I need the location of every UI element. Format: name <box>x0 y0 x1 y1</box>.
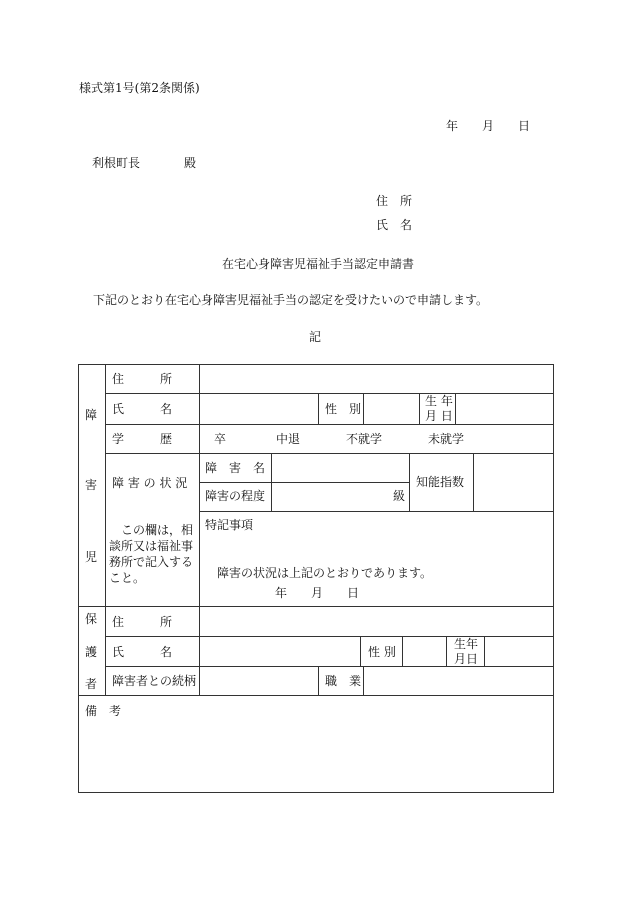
col-line <box>455 393 456 424</box>
child-name-label: 氏 名 <box>112 402 173 416</box>
col-line <box>473 453 474 511</box>
row-line <box>78 695 553 696</box>
guardian-section-char: 護 <box>85 645 98 659</box>
col-line <box>271 453 272 511</box>
ki-label: 記 <box>309 330 322 344</box>
remarks-label: 備 考 <box>85 704 122 718</box>
guardian-section-char: 保 <box>85 612 98 626</box>
guardian-birth-label: 月日 <box>454 652 479 666</box>
row-line <box>105 666 553 667</box>
col-line <box>363 666 364 695</box>
col-line <box>484 636 485 666</box>
row-line <box>105 424 553 425</box>
guardian-section-char: 者 <box>85 677 98 691</box>
special-notes-label: 特記事項 <box>205 518 254 532</box>
col-line <box>363 393 364 424</box>
child-birth-label: 月 日 <box>425 409 453 423</box>
condition-note: この欄は，相談所又は福祉事務所で記入すること。 <box>109 523 194 585</box>
child-sex-label: 性 別 <box>325 402 362 416</box>
certify-day: 日 <box>347 586 360 600</box>
guardian-name-label: 氏 名 <box>112 645 173 659</box>
col-line <box>419 393 420 424</box>
disability-name-label: 障 害 名 <box>205 461 266 475</box>
col-line <box>318 393 319 424</box>
row-line <box>105 636 553 637</box>
col-line <box>318 666 319 695</box>
grade-suffix: 級 <box>393 489 406 503</box>
col-line <box>402 636 403 666</box>
relation-label: 障害者との続柄 <box>112 674 197 688</box>
row-line <box>199 511 553 512</box>
row-line <box>105 393 553 394</box>
col-line <box>360 636 361 666</box>
date-month: 月 <box>482 119 495 133</box>
intro-text: 下記のとおり在宅心身障害児福祉手当の認定を受けたいので申請します。 <box>93 293 489 307</box>
form-number: 様式第1号(第2条関係) <box>79 81 200 95</box>
certify-year: 年 <box>275 586 288 600</box>
row-line <box>105 453 553 454</box>
education-option-dropout: 中退 <box>276 432 301 446</box>
addressee: 利根町長 <box>92 156 141 170</box>
honorific: 殿 <box>184 156 197 170</box>
guardian-address-label: 住 所 <box>112 615 173 629</box>
child-section-char: 害 <box>85 478 98 492</box>
row-line <box>199 482 409 483</box>
child-address-label: 住 所 <box>112 372 173 386</box>
occupation-label: 職 業 <box>325 674 362 688</box>
guardian-sex-label: 性 別 <box>368 645 396 659</box>
applicant-address-label: 住 所 <box>376 194 413 208</box>
applicant-name-label: 氏 名 <box>376 218 413 232</box>
child-section-char: 児 <box>85 550 98 564</box>
col-line <box>199 364 200 695</box>
certify-text: 障害の状況は上記のとおりであります。 <box>217 566 433 580</box>
col-line <box>409 453 410 511</box>
date-year: 年 <box>446 119 459 133</box>
child-birth-label: 生 年 <box>425 394 453 408</box>
col-line <box>446 636 447 666</box>
education-option-preschool: 未就学 <box>428 432 465 446</box>
condition-label: 障 害 の 状 況 <box>112 476 188 490</box>
document-title: 在宅心身障害児福祉手当認定申請書 <box>222 257 415 271</box>
education-option-graduated: 卒 <box>214 432 227 446</box>
child-education-label: 学 歴 <box>112 432 173 446</box>
date-day: 日 <box>518 119 531 133</box>
guardian-birth-label: 生年 <box>454 637 479 651</box>
iq-label: 知能指数 <box>416 475 465 489</box>
disability-degree-label: 障害の程度 <box>205 489 266 503</box>
row-line <box>78 606 553 607</box>
certify-month: 月 <box>311 586 324 600</box>
child-section-char: 障 <box>85 408 98 422</box>
col-line <box>105 364 106 695</box>
education-option-not-attending: 不就学 <box>346 432 383 446</box>
